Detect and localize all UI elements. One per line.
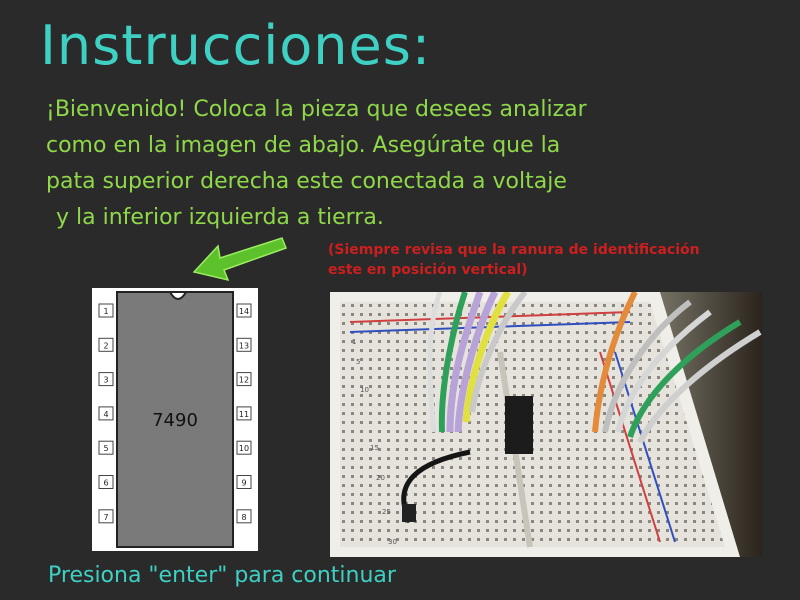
chip-pin-label: 2: [103, 341, 109, 351]
page-title: Instrucciones:: [40, 14, 432, 77]
chip-pin-label: 10: [238, 444, 250, 454]
orientation-note: [328, 240, 768, 280]
breadboard-row-label: 15: [370, 444, 379, 452]
chip-pin-label: 9: [241, 478, 247, 488]
instructions-line: como en la imagen de abajo. Asegúrate que la: [46, 133, 561, 158]
instructions-line: ¡Bienvenido! Coloca la pieza que desees analizar: [46, 97, 587, 122]
breadboard-row-label: 30: [388, 538, 397, 546]
chip-label: 7490: [152, 410, 198, 431]
chip-pin-label: 12: [238, 375, 250, 385]
photo-chip: [505, 396, 533, 454]
chip-pin-label: 11: [238, 409, 250, 419]
breadboard-photo: [330, 292, 762, 557]
instructions-line: pata superior derecha este conectada a voltaje: [46, 169, 567, 194]
chip-pin-label: 1: [103, 307, 109, 316]
breadboard-row-label: 20: [376, 474, 385, 482]
instructions-text: [46, 92, 686, 236]
breadboard-photo-svg: [330, 292, 762, 557]
ic-pinout-svg: [92, 288, 258, 551]
instructions-line: y la inferior izquierda a tierra.: [56, 205, 384, 230]
chip-pin-label: 8: [241, 512, 247, 522]
green-arrow-icon: [190, 232, 290, 282]
chip-pin-label: 4: [103, 409, 109, 419]
note-line: (Siempre revisa que la ranura de identificación: [328, 242, 700, 258]
chip-pin-label: 14: [238, 307, 250, 316]
note-line: este en posición vertical): [328, 262, 528, 278]
ic-pinout-diagram: [92, 288, 258, 551]
chip-pin-label: 6: [103, 478, 109, 488]
breadboard-row-label: 5: [356, 358, 361, 366]
continue-prompt: Presiona "enter" para continuar: [48, 563, 396, 588]
chip-pin-label: 3: [103, 375, 109, 385]
chip-pin-label: 13: [238, 341, 250, 351]
breadboard-row-label: 25: [382, 508, 391, 516]
chip-pin-label: 7: [103, 512, 109, 522]
breadboard-row-label: 1: [352, 338, 357, 346]
wire-connector: [402, 504, 416, 522]
breadboard-row-label: 10: [360, 386, 369, 394]
chip-pin-label: 5: [103, 444, 109, 454]
